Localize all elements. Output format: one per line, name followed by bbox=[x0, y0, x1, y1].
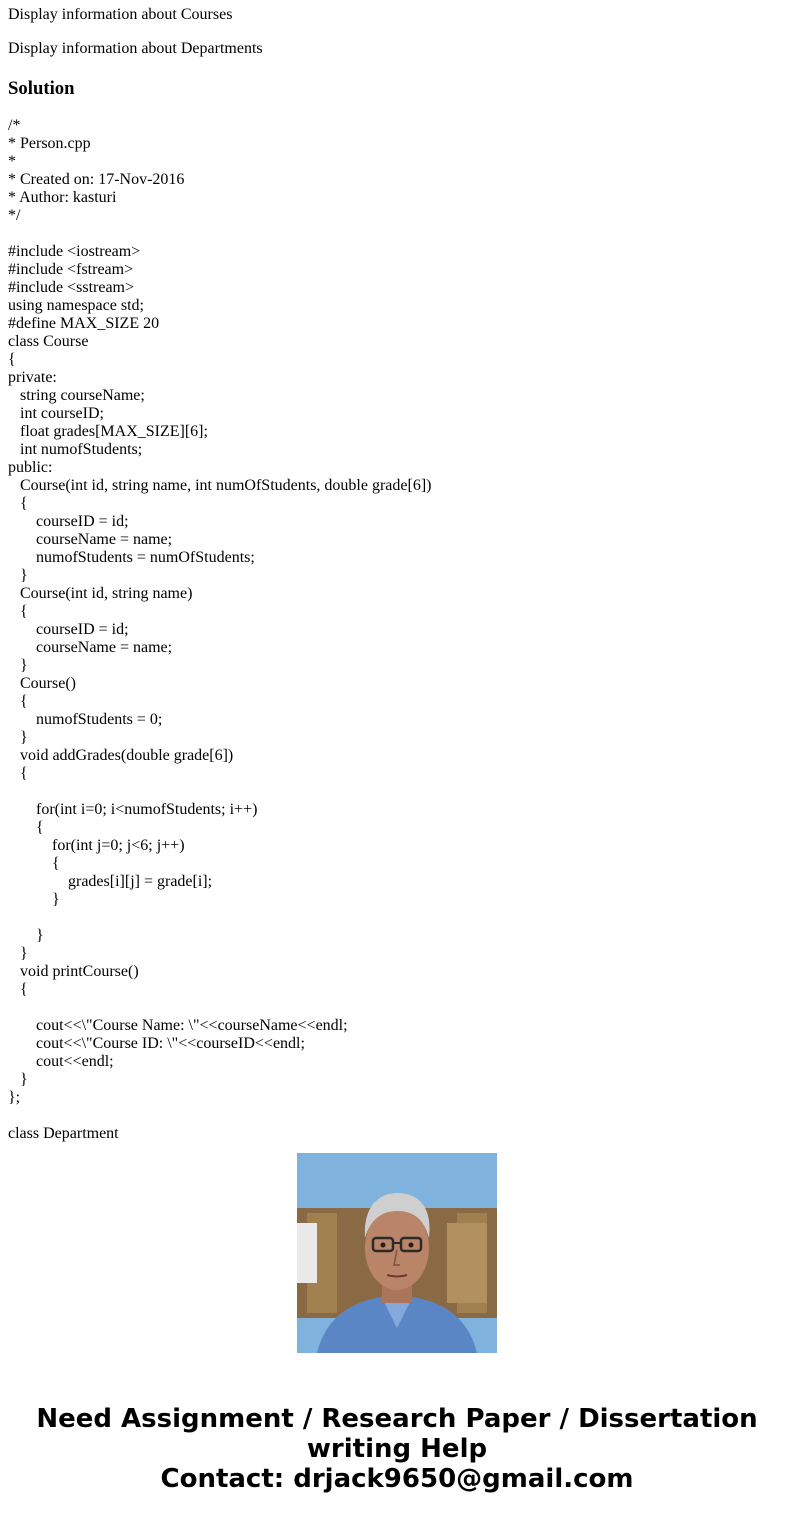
promo-contact: Contact: drjack9650@gmail.com bbox=[160, 1464, 634, 1494]
solution-code-block: /* * Person.cpp * * Created on: 17-Nov-2016 * Author: kasturi */ #include <iostream> #include <fstream> #include <sstream> using namespace std; #define MAX_SIZE 20 class Course { private: string courseName; int courseID; float grades[MAX_SIZE][6]; int numofStudents; public: Course(int id, string name, int numOfStudents, double grade[6]) { courseID = id; courseName = name; numofStudents = numOfStudents; } Course(int id, string name) { courseID = id; courseName = name; } Course() { numofStudents = 0; } void addGrades(double grade[6]) { for(int i=0; i<numofStudents; i++) { for(int j=0; j<6; j++) { grades[i][j] = grade[i]; } } } void printCourse() { cout<<\"Course Name: \"<<courseName<<endl; cout<<\"Course ID: \"<<courseID<<endl; cout<<endl; } }; class Department bbox=[8, 117, 432, 1142]
tutor-portrait-icon bbox=[297, 1153, 497, 1353]
tutor-avatar bbox=[297, 1153, 497, 1353]
intro-courses-text: Display information about Courses bbox=[8, 6, 233, 23]
solution-content bbox=[8, 0, 786, 1142]
promo-banner bbox=[0, 1404, 794, 1494]
solution-heading: Solution bbox=[8, 78, 75, 99]
intro-departments-text: Display information about Departments bbox=[8, 40, 263, 57]
promo-line-1: Need Assignment / Research Paper / Dissertation bbox=[36, 1404, 758, 1434]
promo-line-2: writing Help bbox=[306, 1434, 488, 1464]
